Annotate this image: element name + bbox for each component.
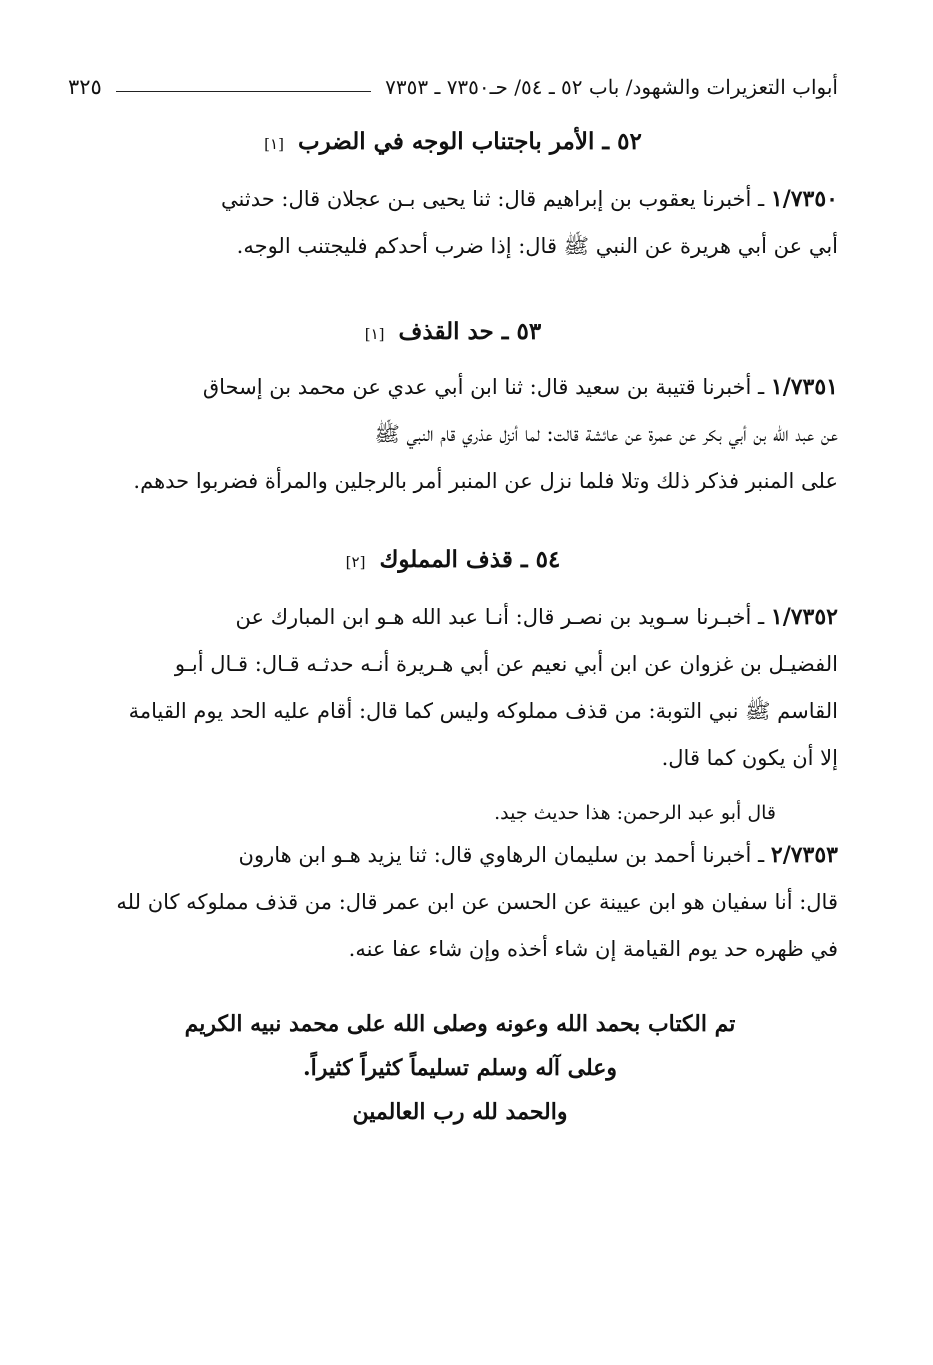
hadith-line: [76, 176, 838, 223]
hadith-7350: [76, 176, 838, 270]
header-rule: [116, 91, 371, 92]
hadith-line: قال: أنا سفيان هو ابن عيينة عن الحسن عن ابن عمر قال: من قذف مملوكه كان لله: [116, 890, 838, 914]
hadith-line: القاسم ﷺ نبي التوبة: من قذف مملوكه وليس كما قال: أقام عليه الحد يوم القيامة: [128, 699, 838, 723]
hadith-line: [76, 832, 838, 879]
hadith-7352: [76, 594, 838, 782]
hadith-7351: [76, 364, 838, 505]
hadith-text: ـ أخبرنا يعقوب بن إبراهيم قال: ثنا يحيى بـن عجلان قال: حدثني: [221, 187, 765, 211]
hadith-line: أبي عن أبي هريرة عن النبي ﷺ قال: إذا ضرب أحدكم فليجتنب الوجه.: [236, 234, 838, 258]
colophon: [120, 1002, 800, 1134]
section-title: ٥٣ ـ حد القذف: [398, 318, 542, 345]
author-comment: قال أبو عبد الرحمن: هذا حديث جيد.: [494, 802, 776, 824]
hadith-line: في ظهره حد يوم القيامة إن شاء أخذه وإن شاء عفا عنه.: [348, 937, 838, 961]
colophon-line: والحمد لله رب العالمين: [352, 1099, 568, 1125]
hadith-text: ـ أخبرنا أحمد بن سليمان الرهاوي قال: ثنا يزيد هـو ابن هارون: [238, 843, 765, 867]
section-heading-52: [68, 128, 838, 155]
hadith-line: [76, 364, 838, 411]
hadith-text: ـ أخبرنا قتيبة بن سعيد قال: ثنا ابن أبي عدي عن محمد بن إسحاق: [202, 375, 765, 399]
footnote-marker: [١]: [264, 135, 284, 153]
section-title: ٥٢ ـ الأمر باجتناب الوجه في الضرب: [297, 128, 642, 155]
footnote-marker: [١]: [364, 325, 385, 343]
hadith-line: الفضيـل بن غزوان عن ابن أبي نعيم عن أبي هـريرة أنـه حدثـه قـال: قـال أبـو: [174, 652, 838, 676]
hadith-line: عن عبد الله بن أبي بكر عن عمرة عن عائشة قالت: لما أنزل عذري قام النبي ﷺ: [374, 422, 838, 446]
hadith-number: ١/٧٣٥١: [770, 374, 838, 400]
footnote-marker: [٢]: [345, 553, 366, 571]
section-heading-54: [68, 546, 838, 573]
section-title: ٥٤ ـ قذف المملوك: [379, 546, 561, 573]
running-title: أبواب التعزيرات والشهود/ باب ٥٢ ـ ٥٤/ حـ٧٣٥٠ ـ ٧٣٥٣: [385, 75, 838, 99]
hadith-number: ١/٧٣٥٠: [770, 186, 838, 212]
colophon-line: تم الكتاب بحمد الله وعونه وصلى الله على محمد نبيه الكريم: [184, 1011, 736, 1037]
section-heading-53: [68, 318, 838, 345]
page-number: ٣٢٥: [68, 75, 102, 99]
running-header: [68, 70, 838, 104]
hadith-line: [76, 594, 838, 641]
hadith-text: ـ أخبـرنا سـويد بن نصـر قال: أنـا عبد الله هـو ابن المبارك عن: [235, 605, 765, 629]
hadith-line: إلا أن يكون كما قال.: [661, 746, 838, 770]
hadith-number: ٢/٧٣٥٣: [770, 842, 838, 868]
colophon-line: وعلى آله وسلم تسليماً كثيراً كثيراً.: [302, 1055, 617, 1081]
hadith-number: ١/٧٣٥٢: [770, 604, 838, 630]
hadith-7353: [76, 832, 838, 973]
hadith-line: على المنبر فذكر ذلك وتلا فلما نزل عن المنبر أمر بالرجلين والمرأة فضربوا حدهم.: [133, 469, 838, 493]
